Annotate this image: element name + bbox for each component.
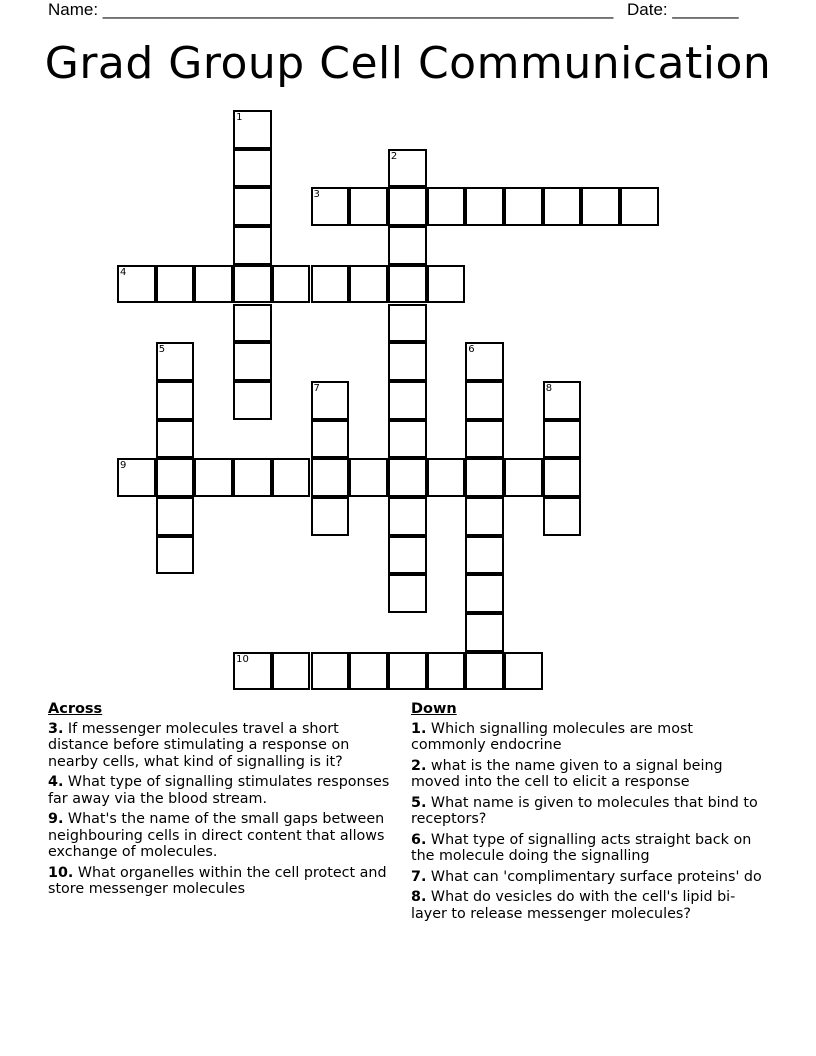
clue-across-9: 9. What's the name of the small gaps between neighbouring cells in direct content that allows exchange of molecules. <box>48 811 385 860</box>
grid-cell[interactable] <box>388 265 427 304</box>
grid-cell[interactable] <box>233 342 272 381</box>
clue-number: 3 <box>313 189 320 201</box>
down-heading: Down <box>411 701 457 717</box>
grid-cell[interactable] <box>620 187 659 226</box>
clue-number: 9 <box>120 460 127 472</box>
grid-cell[interactable] <box>388 381 427 420</box>
grid-cell[interactable] <box>465 574 504 613</box>
grid-cell[interactable] <box>388 574 427 613</box>
name-field-label[interactable]: Name: ______________________________________________________ <box>48 0 614 19</box>
grid-cell[interactable] <box>311 187 350 226</box>
grid-cell[interactable] <box>543 420 582 459</box>
grid-cell[interactable] <box>311 652 350 691</box>
grid-cell[interactable] <box>427 652 466 691</box>
grid-cell[interactable] <box>349 458 388 497</box>
grid-cell[interactable] <box>427 187 466 226</box>
grid-cell[interactable] <box>388 652 427 691</box>
grid-cell[interactable] <box>311 497 350 536</box>
grid-cell[interactable] <box>233 458 272 497</box>
grid-cell[interactable] <box>156 420 195 459</box>
grid-cell[interactable] <box>233 226 272 265</box>
grid-cell[interactable] <box>233 304 272 343</box>
grid-cell[interactable] <box>194 265 233 304</box>
grid-cell[interactable] <box>504 652 543 691</box>
grid-cell[interactable] <box>427 458 466 497</box>
clue-down-2: 2. what is the name given to a signal being moved into the cell to elicit a response <box>411 757 723 790</box>
grid-cell[interactable] <box>465 652 504 691</box>
date-field-label[interactable]: Date: _______ <box>627 0 739 19</box>
grid-cell[interactable] <box>117 265 156 304</box>
grid-cell[interactable] <box>349 265 388 304</box>
grid-cell[interactable] <box>388 226 427 265</box>
grid-cell[interactable] <box>543 187 582 226</box>
clue-number: 6 <box>468 344 475 356</box>
clue-across-10: 10. What organelles within the cell protect and store messenger molecules <box>48 864 387 897</box>
grid-cell[interactable] <box>388 187 427 226</box>
grid-cell[interactable] <box>465 187 504 226</box>
grid-cell[interactable] <box>465 342 504 381</box>
grid-cell[interactable] <box>233 381 272 420</box>
across-heading: Across <box>48 701 103 717</box>
grid-cell[interactable] <box>543 458 582 497</box>
clue-down-6: 6. What type of signalling acts straight back on the molecule doing the signalling <box>411 831 752 864</box>
grid-cell[interactable] <box>427 265 466 304</box>
grid-cell[interactable] <box>349 187 388 226</box>
grid-cell[interactable] <box>388 458 427 497</box>
grid-cell[interactable] <box>311 265 350 304</box>
clue-number: 7 <box>313 382 320 394</box>
grid-cell[interactable] <box>349 652 388 691</box>
grid-cell[interactable] <box>388 420 427 459</box>
grid-cell[interactable] <box>388 304 427 343</box>
grid-cell[interactable] <box>233 110 272 149</box>
grid-cell[interactable] <box>388 497 427 536</box>
grid-cell[interactable] <box>504 458 543 497</box>
grid-cell[interactable] <box>233 265 272 304</box>
across-clues <box>48 701 393 902</box>
grid-cell[interactable] <box>311 458 350 497</box>
grid-cell[interactable] <box>388 149 427 188</box>
grid-cell[interactable] <box>156 497 195 536</box>
grid-cell[interactable] <box>465 381 504 420</box>
clue-down-8: 8. What do vesicles do with the cell's lipid bi-layer to release messenger molecules? <box>411 889 736 922</box>
clue-down-1: 1. Which signalling molecules are most commonly endocrine <box>411 720 694 753</box>
down-clues <box>411 701 766 926</box>
clue-down-7: 7. What can 'complimentary surface proteins' do <box>411 868 762 885</box>
grid-cell[interactable] <box>388 536 427 575</box>
grid-cell[interactable] <box>581 187 620 226</box>
grid-cell[interactable] <box>543 497 582 536</box>
grid-cell[interactable] <box>233 149 272 188</box>
grid-cell[interactable] <box>388 342 427 381</box>
clue-number: 8 <box>545 382 553 394</box>
grid-cell[interactable] <box>311 420 350 459</box>
grid-cell[interactable] <box>156 342 195 381</box>
grid-cell[interactable] <box>465 613 504 652</box>
grid-cell[interactable] <box>233 652 272 691</box>
grid-cell[interactable] <box>272 265 311 304</box>
grid-cell[interactable] <box>194 458 233 497</box>
clue-number: 2 <box>390 150 398 162</box>
clue-number: 4 <box>120 266 127 278</box>
grid-cell[interactable] <box>465 497 504 536</box>
page-title: Grad Group Cell Communication <box>44 38 772 89</box>
grid-cell[interactable] <box>156 536 195 575</box>
grid-cell[interactable] <box>543 381 582 420</box>
grid-cell[interactable] <box>465 458 504 497</box>
grid-cell[interactable] <box>156 381 195 420</box>
grid-cell[interactable] <box>117 458 156 497</box>
clue-down-5: 5. What name is given to molecules that bind to receptors? <box>411 794 758 827</box>
grid-cell[interactable] <box>156 265 195 304</box>
clue-across-4: 4. What type of signalling stimulates responses far away via the blood stream. <box>48 774 390 807</box>
grid-cell[interactable] <box>504 187 543 226</box>
grid-cell[interactable] <box>233 187 272 226</box>
clue-across-3: 3. If messenger molecules travel a short distance before stimulating a response on nearby cells, what kind of signalling is it? <box>48 720 350 770</box>
clue-number: 1 <box>236 112 243 123</box>
grid-cell[interactable] <box>465 420 504 459</box>
clue-number: 10 <box>236 653 249 665</box>
grid-cell[interactable] <box>465 536 504 575</box>
grid-cell[interactable] <box>311 381 350 420</box>
grid-cell[interactable] <box>156 458 195 497</box>
grid-cell[interactable] <box>272 652 311 691</box>
clue-number: 5 <box>158 344 166 356</box>
grid-cell[interactable] <box>272 458 311 497</box>
